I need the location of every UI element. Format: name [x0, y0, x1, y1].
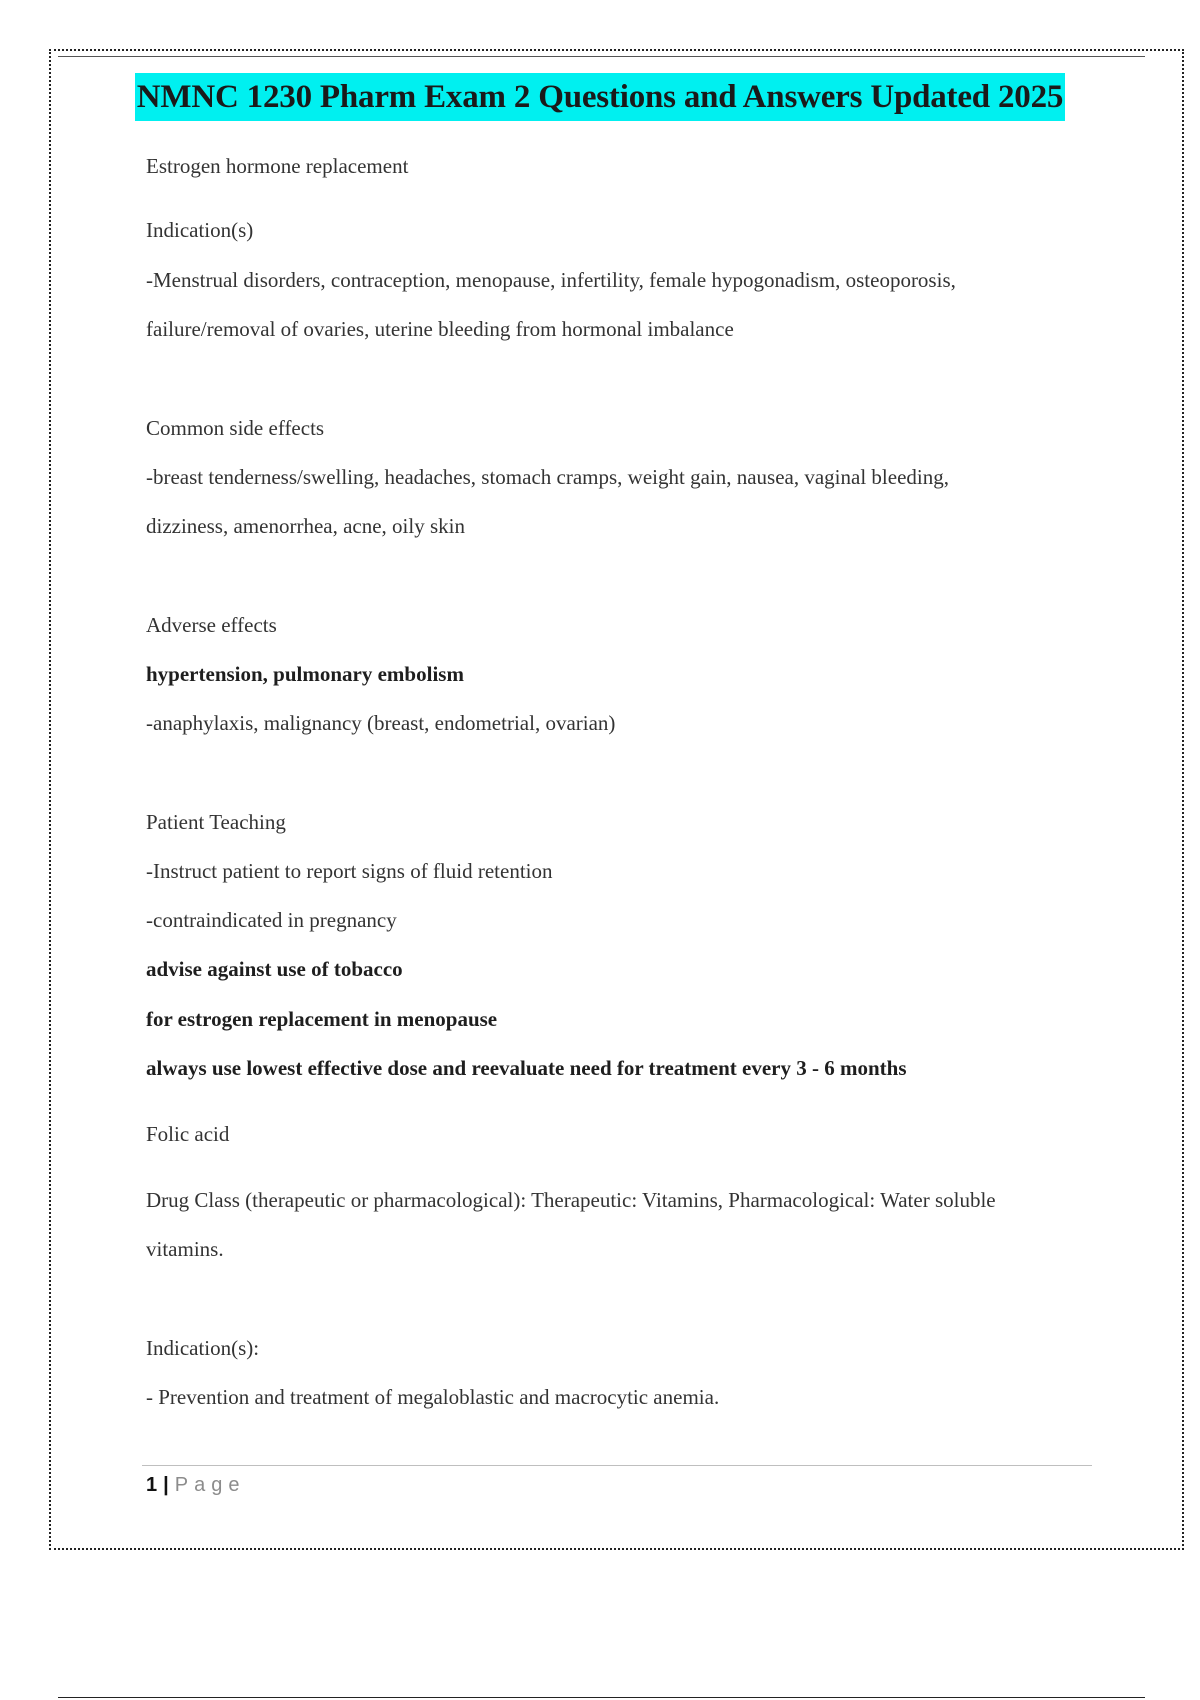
page-label: Page [174, 1474, 246, 1496]
label-common-side-effects: Common side effects [146, 416, 325, 440]
label-indications: Indication(s) [146, 218, 254, 242]
text-line-bold: always use lowest effective dose and reevaluate need for treatment every 3 - 6 months [146, 1056, 907, 1080]
text-line-bold: for estrogen replacement in menopause [146, 1007, 498, 1031]
text-line: -anaphylaxis, malignancy (breast, endometrial, ovarian) [146, 711, 616, 735]
header-rule [58, 56, 1145, 57]
label-indications: Indication(s): [146, 1336, 260, 1360]
section-heading-folic-acid: Folic acid [146, 1122, 230, 1146]
text-line: -contraindicated in pregnancy [146, 908, 397, 932]
label-adverse-effects: Adverse effects [146, 613, 277, 637]
text-line: vitamins. [146, 1237, 224, 1261]
document-title: NMNC 1230 Pharm Exam 2 Questions and Answers Updated 2025 [135, 73, 1065, 121]
page-number: 1 [146, 1474, 158, 1496]
title-container [0, 73, 1200, 121]
text-line: -Instruct patient to report signs of fluid retention [146, 859, 553, 883]
text-line: failure/removal of ovaries, uterine bleeding from hormonal imbalance [146, 317, 734, 341]
text-line: Drug Class (therapeutic or pharmacological): Therapeutic: Vitamins, Pharmacological: Water soluble [146, 1188, 996, 1212]
text-line-bold: advise against use of tobacco [146, 957, 403, 981]
section-heading-estrogen: Estrogen hormone replacement [146, 154, 409, 178]
text-line-bold: hypertension, pulmonary embolism [146, 662, 464, 686]
page-separator: | [163, 1474, 169, 1496]
text-line: dizziness, amenorrhea, acne, oily skin [146, 514, 465, 538]
next-page-edge [58, 1697, 1145, 1698]
text-line: -breast tenderness/swelling, headaches, stomach cramps, weight gain, nausea, vaginal bleeding, [146, 465, 949, 489]
text-line: -Menstrual disorders, contraception, menopause, infertility, female hypogonadism, osteoporosis, [146, 268, 956, 292]
page-footer [146, 1471, 245, 1499]
label-patient-teaching: Patient Teaching [146, 810, 286, 834]
footer-rule [142, 1465, 1092, 1466]
text-line: - Prevention and treatment of megaloblastic and macrocytic anemia. [146, 1385, 720, 1409]
